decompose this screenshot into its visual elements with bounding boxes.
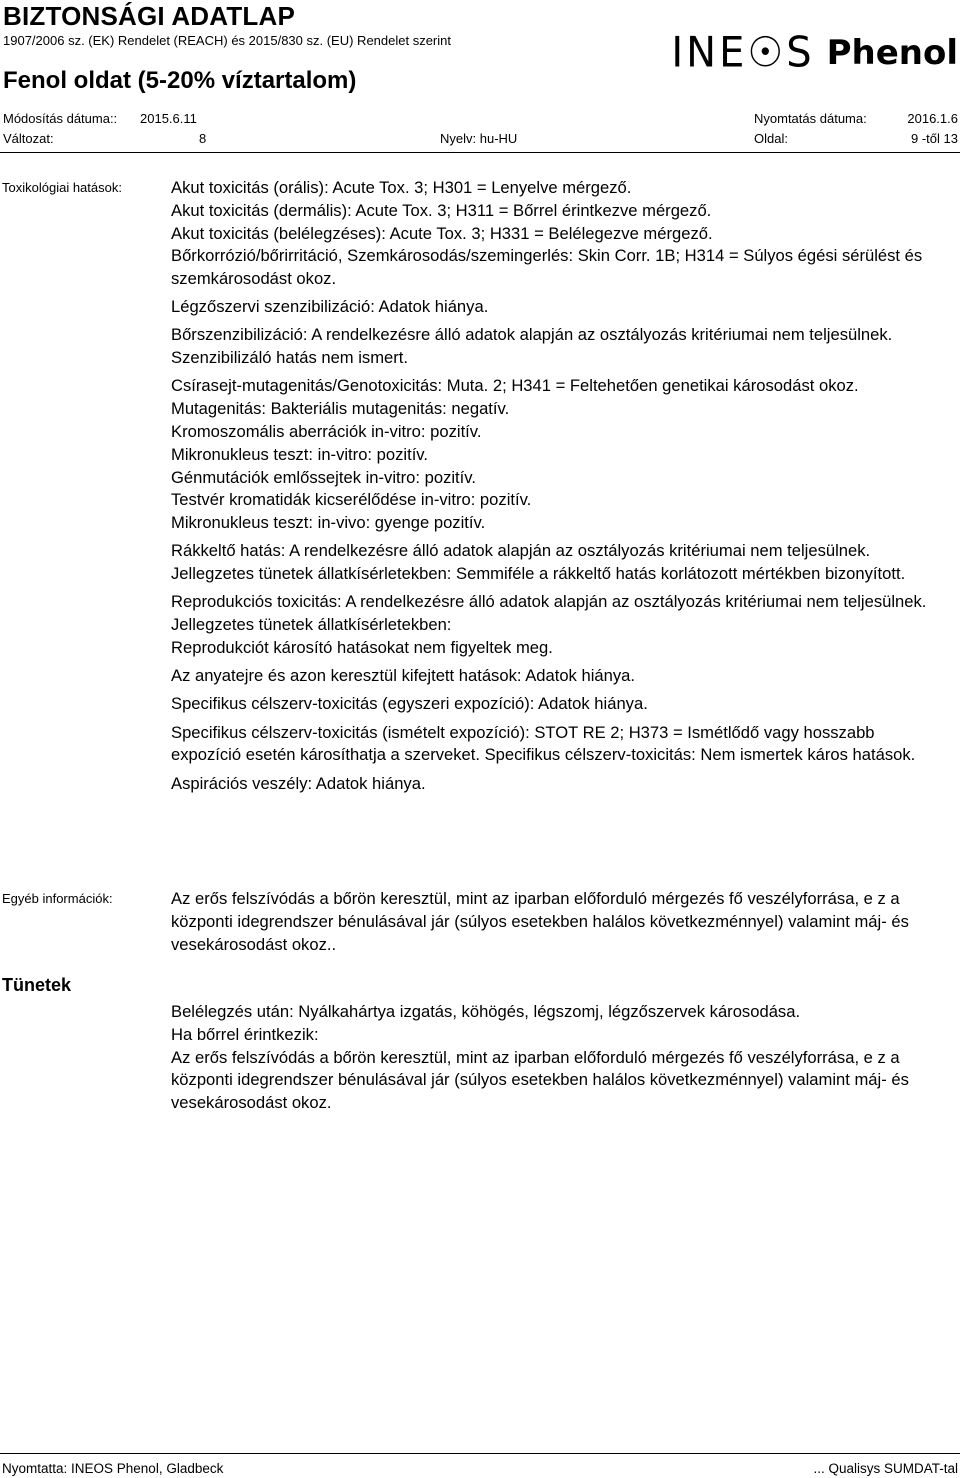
mutagenicity-group xyxy=(171,375,943,535)
acute-tox-dermal: Akut toxicitás (dermális): Acute Tox. 3; H311 = Bőrrel érintkezve mérgező. xyxy=(171,200,712,220)
regulation-reference: 1907/2006 sz. (EK) Rendelet (REACH) és 2015/830 sz. (EU) Rendelet szerint xyxy=(3,33,451,48)
stot-repeated: Specifikus célszerv-toxicitás (ismételt expozíció): STOT RE 2; H373 = Ismétlődő vagy hosszabb expozíció esetén károsíthatja a szerveket. Specifikus célszerv-toxicitás: Nem ismertek káros hatások. xyxy=(171,722,916,765)
other-info-content: Az erős felszívódás a bőrön keresztül, mint az iparban előforduló mérgezés fő veszélyforrása, e z a központi idegrendszer bénulásával jár (súlyos esetekben halálos következménnyel) valamint máj- és vesekárosodást okoz.. xyxy=(171,889,909,954)
symptoms-content xyxy=(171,1001,943,1115)
language-info: Nyelv: hu-HU xyxy=(440,131,518,146)
acute-tox-inhalation: Akut toxicitás (belélegzéses): Acute Tox. 3; H331 = Belélegezve mérgező. xyxy=(171,223,713,243)
page-label: Oldal: xyxy=(754,131,788,146)
germ-cell-mutagenicity: Csírasejt-mutagenitás/Genotoxicitás: Muta. 2; H341 = Feltehetően genetikai károsodást okoz. xyxy=(171,376,859,396)
lactation-effects: Az anyatejre és azon keresztül kifejtett hatások: Adatok hiánya. xyxy=(171,665,635,685)
micronucleus-in-vitro: Mikronukleus teszt: in-vitro: pozitív. xyxy=(171,444,428,464)
tox-effects-content xyxy=(171,177,943,801)
acute-tox-oral: Akut toxicitás (orális): Acute Tox. 3; H301 = Lenyelve mérgező. xyxy=(171,178,632,197)
modified-date-value: 2015.6.11 xyxy=(140,111,197,126)
version-label: Változat: xyxy=(3,131,54,146)
skin-sensitization: Bőrszenzibilizáció: A rendelkezésre álló adatok alapján az osztályozás kritériumai nem teljesülnek. Szenzibilizáló hatás nem ismert. xyxy=(171,325,893,368)
other-info-label: Egyéb információk: xyxy=(2,891,113,906)
version-value: 8 xyxy=(199,131,207,146)
symptom-skin-contact: Az erős felszívódás a bőrön keresztül, mint az iparban előforduló mérgezés fő veszélyforrása, e z a központi idegrendszer bénulásával jár (súlyos esetekben halálos következménnyel) valamint máj- és vesekárosodást okoz. xyxy=(171,1047,909,1113)
footer-divider xyxy=(0,1453,960,1454)
footer-printed-by: Nyomtatta: INEOS Phenol, Gladbeck xyxy=(2,1461,224,1476)
chromosomal-aberration: Kromoszomális aberrációk in-vitro: pozitív. xyxy=(171,421,482,441)
skin-corrosion: Bőrkorrózió/bőrirritáció, Szemkárosodás/szemingerlés: Skin Corr. 1B; H314 = Súlyos égési sérülést és szemkárosodást okoz. xyxy=(171,246,923,289)
header-divider xyxy=(0,152,960,153)
stot-single: Specifikus célszerv-toxicitás (egyszeri expozíció): Adatok hiánya. xyxy=(171,694,648,714)
ineos-phenol-logo xyxy=(671,28,958,78)
document-title: BIZTONSÁGI ADATLAP xyxy=(3,1,295,31)
tox-effects-label: Toxikológiai hatások: xyxy=(2,180,122,195)
logo-ineos-text: INE☉S xyxy=(671,28,815,78)
symptom-inhalation: Belélegzés után: Nyálkahártya izgatás, köhögés, légszomj, légzőszervek károsodása. xyxy=(171,1002,801,1021)
bacterial-mutagenicity: Mutagenitás: Bakteriális mutagenitás: negatív. xyxy=(171,399,510,419)
sister-chromatid-exchange: Testvér kromatidák kicserélődése in-vitro: pozitív. xyxy=(171,490,532,510)
modified-date-label: Módosítás dátuma:: xyxy=(3,111,118,126)
product-name: Fenol oldat (5-20% víztartalom) xyxy=(3,67,357,94)
micronucleus-in-vivo: Mikronukleus teszt: in-vivo: gyenge pozitív. xyxy=(171,513,486,533)
reproductive-toxicity: Reprodukciós toxicitás: A rendelkezésre álló adatok alapján az osztályozás kritériumai nem teljesülnek. Jellegzetes tünetek állatkísérletekben: xyxy=(171,592,927,634)
symptom-skin-contact-label: Ha bőrrel érintkezik: xyxy=(171,1024,319,1044)
carcinogenicity: Rákkeltő hatás: A rendelkezésre álló adatok alapján az osztályozás kritériumai nem teljesülnek. Jellegzetes tünetek állatkísérletekben: Semmiféle a rákkeltő hatás korlátozott mértékben bizonyított. xyxy=(171,540,906,583)
acute-toxicity-group xyxy=(171,177,943,291)
respiratory-sensitization: Légzőszervi szenzibilizáció: Adatok hiánya. xyxy=(171,296,489,316)
symptoms-heading: Tünetek xyxy=(2,975,72,995)
print-date-label: Nyomtatás dátuma: xyxy=(754,111,867,126)
aspiration-hazard: Aspirációs veszély: Adatok hiánya. xyxy=(171,773,426,793)
logo-phenol-text: Phenol xyxy=(826,33,958,73)
reproductive-effects-note: Reprodukciót károsító hatásokat nem figyeltek meg. xyxy=(171,637,553,657)
footer-software: ... Qualisys SUMDAT-tal xyxy=(813,1461,958,1476)
gene-mutation: Génmutációk emlőssejtek in-vitro: pozitív. xyxy=(171,467,476,487)
page-number: 9 -től 13 xyxy=(911,131,958,146)
print-date-value: 2016.1.6 xyxy=(907,111,958,126)
